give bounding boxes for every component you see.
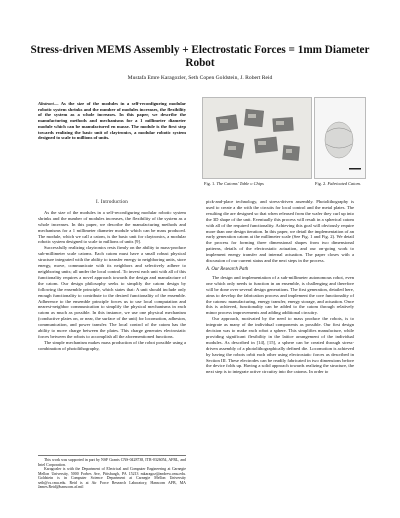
intro-paragraph-2: Successfully realizing claytronics rests firmly on the ability to mass-produce sub-millimeter scale catoms. Each catom must have a small robust physical structure integrated with the ability to transfer energy to neighboring units, store energy, move, communicate with its neighbors and selectively adhere to neighboring units; all under the local control. To invest each unit with all of this functionality requires a novel approach towards the design and manufacture of the catom. Our design philosophy seeks to simplify the catom design by following the ensemble principle, which states that: A unit should include only enough functionality to contribute to the desired functionality of the ensemble. Adherence to the ensemble principle forces us to use local computation and nearest-neighbor communication to simplify the physical mechanisms in each catom as much as possible. In this instance, we use one physical mechanism (conductive plates on, or near, the surface of the unit) for locomotion, adhesion, communication, and power transfer. The local control of the catom has the ability to move charge between the plates. This charge generates electrostatic forces between the robots to accomplish all the aforementioned functions. bbox=[38, 245, 186, 339]
intro-paragraph-3: The simple mechanism makes mass production of the robot possible using a combination of photolithography, bbox=[38, 339, 186, 351]
figures-area bbox=[202, 97, 364, 192]
figure-2-image bbox=[314, 97, 366, 179]
paper-title: Stress-driven MEMS Assembly + Electrostatic Forces = 1mm Diameter Robot bbox=[30, 44, 370, 69]
left-column bbox=[38, 199, 186, 352]
paper-authors: Mustafa Emre Karagozler, Seth Copen Goldstein, J. Robert Reid bbox=[127, 75, 273, 81]
section-heading-introduction: I. Introduction bbox=[96, 200, 128, 205]
footnote-funding: This work was supported in part by NSF Grants CNS-0428738, ITR-0326054, AFRL, and Intel Corporation. bbox=[38, 458, 186, 467]
figure-2-caption bbox=[315, 181, 361, 186]
abstract-text: — As the size of the modules in a self-reconfiguring modular robotic system shrinks and the number of modules increases, the flexibility of the system as a whole increases. In this paper, we describe the manufacturing methods and mechanisms for a 1 millimeter diameter module which can be manufactured en masse. The module is the first step towards realizing the basic unit of claytronics, a modular robotic system designed to scale to millions of units. bbox=[38, 101, 186, 141]
catom-table-illustration bbox=[203, 98, 311, 178]
footnote bbox=[38, 455, 186, 490]
figure-1-caption bbox=[204, 181, 264, 186]
right-column bbox=[206, 199, 354, 375]
intro-paragraph-1: As the size of the modules in a self-reconfiguring modular robotic system shrinks and the number of modules increases, the flexibility of the system as a whole increases. In this paper, we describe the manufacturing methods and mechanisms for a 1 millimeter diameter module which can be mass produced. The module, which we call a catom, is the basic unit for claytronics, a modular robotic system designed to scale to millions of units [9]. bbox=[38, 209, 186, 245]
figure-1-caption-label: Fig. 1. bbox=[204, 181, 216, 186]
fabricated-catom-illustration bbox=[315, 98, 365, 178]
figure-1-caption-text: The Catoms' Table o Chips bbox=[216, 181, 264, 186]
footnote-affiliations: Karagozler is with the Department of Electrical and Computer Engineering at Carnegie Mellon University, 5000 Forbes Ave, Pittsburgh, PA 15213 mkaragoz@andrew.cmu.edu. Goldstein is in Computer Science Department at Carnegie Mellon University seth@cs.cmu.edu. Reid is at Air Force Research Laboratory, Hanscom AFB, MA James.Reid@hanscom.af.mil bbox=[38, 467, 186, 489]
subsection-heading-research-path: A. Our Research Path bbox=[206, 266, 249, 272]
figure-2-caption-text: Fabricated Catom. bbox=[327, 181, 361, 186]
right-paragraph-1: pick-and-place technology, and stress-driven assembly. Photolithography is used to create a die with the circuits for local control and the metal plates. The resulting die are designed so that when released from the wafer they curl up into the 3D shape of the unit. Eventually this process will result in a spherical catom with all of the required functionality. Achieving this goal will obviously require more than one design iteration. In this paper, we detail the implementation of an early generation catom at the millimeter scale (See Fig. 1 and Fig. 2). We detail the process for forming three dimensional shapes from two dimensional patterns, details of the electrostatic actuation, and our on-going work to implement energy transfer and internal actuation. The paper closes with a discussion of our current status and the next steps in the process. bbox=[206, 199, 354, 264]
abstract-label: Abstract bbox=[38, 101, 54, 106]
abstract bbox=[38, 101, 186, 141]
right-paragraph-3: Our approach, motivated by the need to mass produce the robots, is to integrate as many of the individual components as possible. Our first design decision was to make each robot a sphere. This simplifies manufacture, while providing significant flexibility in the lattice arrangement of the individual modules. As described in [14], [15], a sphere can be created through stress-driven assembly of a photolithographically defined die. Locomotion is achieved by having the robots orbit each other using electrostatic forces as described in Section III. These electrodes can be readily fabricated in two dimensions before the device folds up. Having a solid approach towards realizing the structure, the next step is to integrate active circuitry into the catoms. In order to bbox=[206, 316, 354, 375]
right-paragraph-2: The design and implementation of a sub-millimeter autonomous robot, even one which only needs to function in an ensemble, is challenging and therefore will be done over several design generations. The first generation, detailed here, aims to develop the fabrication process and implement the core functionality of the catoms: manufacturing, energy transfer, energy storage, and actuation. Once this is achieved, functionality can be added to the catom through relatively minor process improvements and adding additional circuitry. bbox=[206, 274, 354, 316]
figure-1-image bbox=[202, 97, 312, 179]
figure-2-caption-label: Fig. 2. bbox=[315, 181, 327, 186]
